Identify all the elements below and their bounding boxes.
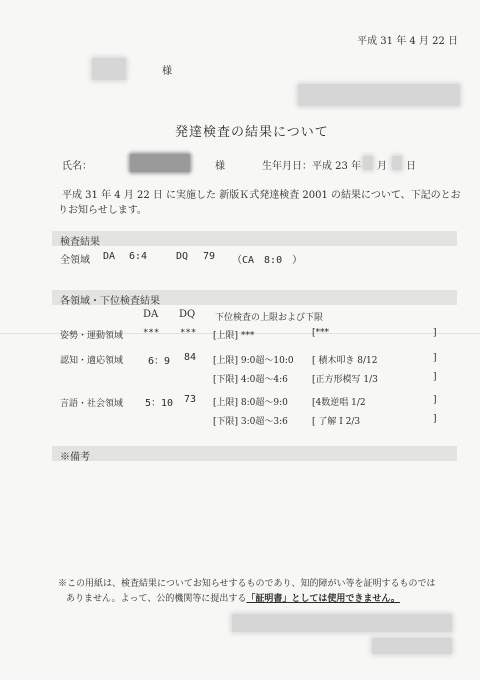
upper-range: [上限] *** [213, 331, 255, 341]
domain-label: 認知・適応領域 [60, 356, 124, 366]
footer-line-1: ※この用紙は、検査結果についてお知らせするものであり、知的障がい等を証明するものでは [58, 579, 436, 589]
domain-da: 6：9 [148, 356, 171, 367]
footer-line-2-text: ありません。よって、公的機関等に提出する [66, 594, 247, 604]
results-band [52, 231, 457, 246]
domain-dq: *** [180, 328, 197, 338]
lower-item: [正方形模写 1/3 [312, 375, 378, 385]
notes-heading: ※備考 [60, 452, 90, 463]
upper-range: [上限] 8:0超〜9:0 [213, 398, 288, 408]
redacted-birth-month [363, 156, 373, 170]
birth-label: 生年月日：平成 23 年 [262, 161, 362, 172]
intro-line-1: 平成 31 年 4 月 22 日 に実施した 新版Ｋ式発達検査 2001 の結果について、下記のとお [62, 190, 461, 201]
col-dq-header: DQ [179, 309, 196, 320]
redacted-sender [298, 84, 460, 106]
page-title: 発達検査の結果について [175, 125, 329, 140]
lower-range: [下限] 4:0超〜4:6 [213, 375, 288, 385]
birth-day-label: 日 [406, 161, 416, 172]
col-limits-header: 下位検査の上限および下限 [215, 313, 324, 323]
domain-da: 5：10 [145, 398, 174, 409]
overall-da-label: DA [103, 251, 116, 262]
domain-label: 姿勢・運動領域 [60, 331, 124, 341]
redacted-issuer [232, 614, 452, 632]
certificate-warning: 「証明書」としては使用できません。 [246, 594, 400, 604]
upper-item: [4数逆唱 1/2 [312, 398, 366, 408]
redacted-issuer-2 [372, 638, 452, 654]
upper-range: [上限] 9:0超〜10:0 [213, 356, 294, 366]
upper-close-bracket: ] [433, 395, 437, 405]
overall-da-value: 6:4 [129, 251, 148, 262]
overall-dq-label: DQ [176, 251, 189, 262]
col-da-header: DA [143, 309, 159, 320]
footer-line-2 [66, 591, 400, 604]
addressee-suffix: 様 [162, 66, 172, 77]
date-top: 平成 31 年 4 月 22 日 [357, 36, 458, 47]
domain-dq: 73 [184, 394, 197, 405]
name-suffix: 様 [215, 161, 225, 172]
lower-item: [ 了解 I 2/3 [312, 417, 361, 427]
redacted-addressee [92, 58, 126, 80]
upper-close-bracket: ] [433, 353, 437, 363]
domain-dq: 84 [184, 352, 197, 363]
lower-close-bracket: ] [433, 372, 437, 382]
redacted-name [130, 154, 190, 172]
notes-band [52, 446, 457, 461]
lower-close-bracket: ] [433, 414, 437, 424]
domain-label: 言語・社会領域 [60, 399, 124, 409]
overall-label: 全領域 [60, 255, 90, 266]
overall-dq-value: 79 [203, 251, 216, 262]
upper-close-bracket: ] [433, 328, 437, 338]
lower-range: [下限] 3:0超〜3:6 [213, 417, 288, 427]
upper-item: [*** [312, 328, 330, 338]
domains-heading: 各領域・下位検査結果 [60, 296, 160, 307]
name-label: 氏名： [62, 161, 92, 172]
results-heading: 検査結果 [60, 237, 100, 248]
domain-da: *** [143, 328, 160, 338]
birth-month-label: 月 [377, 161, 387, 172]
redacted-birth-day [392, 156, 402, 170]
overall-ca: （CA 8:0 ） [232, 255, 303, 266]
intro-line-2: りお知らせします。 [58, 205, 147, 216]
upper-item: [ 積木叩き 8/12 [312, 356, 378, 366]
